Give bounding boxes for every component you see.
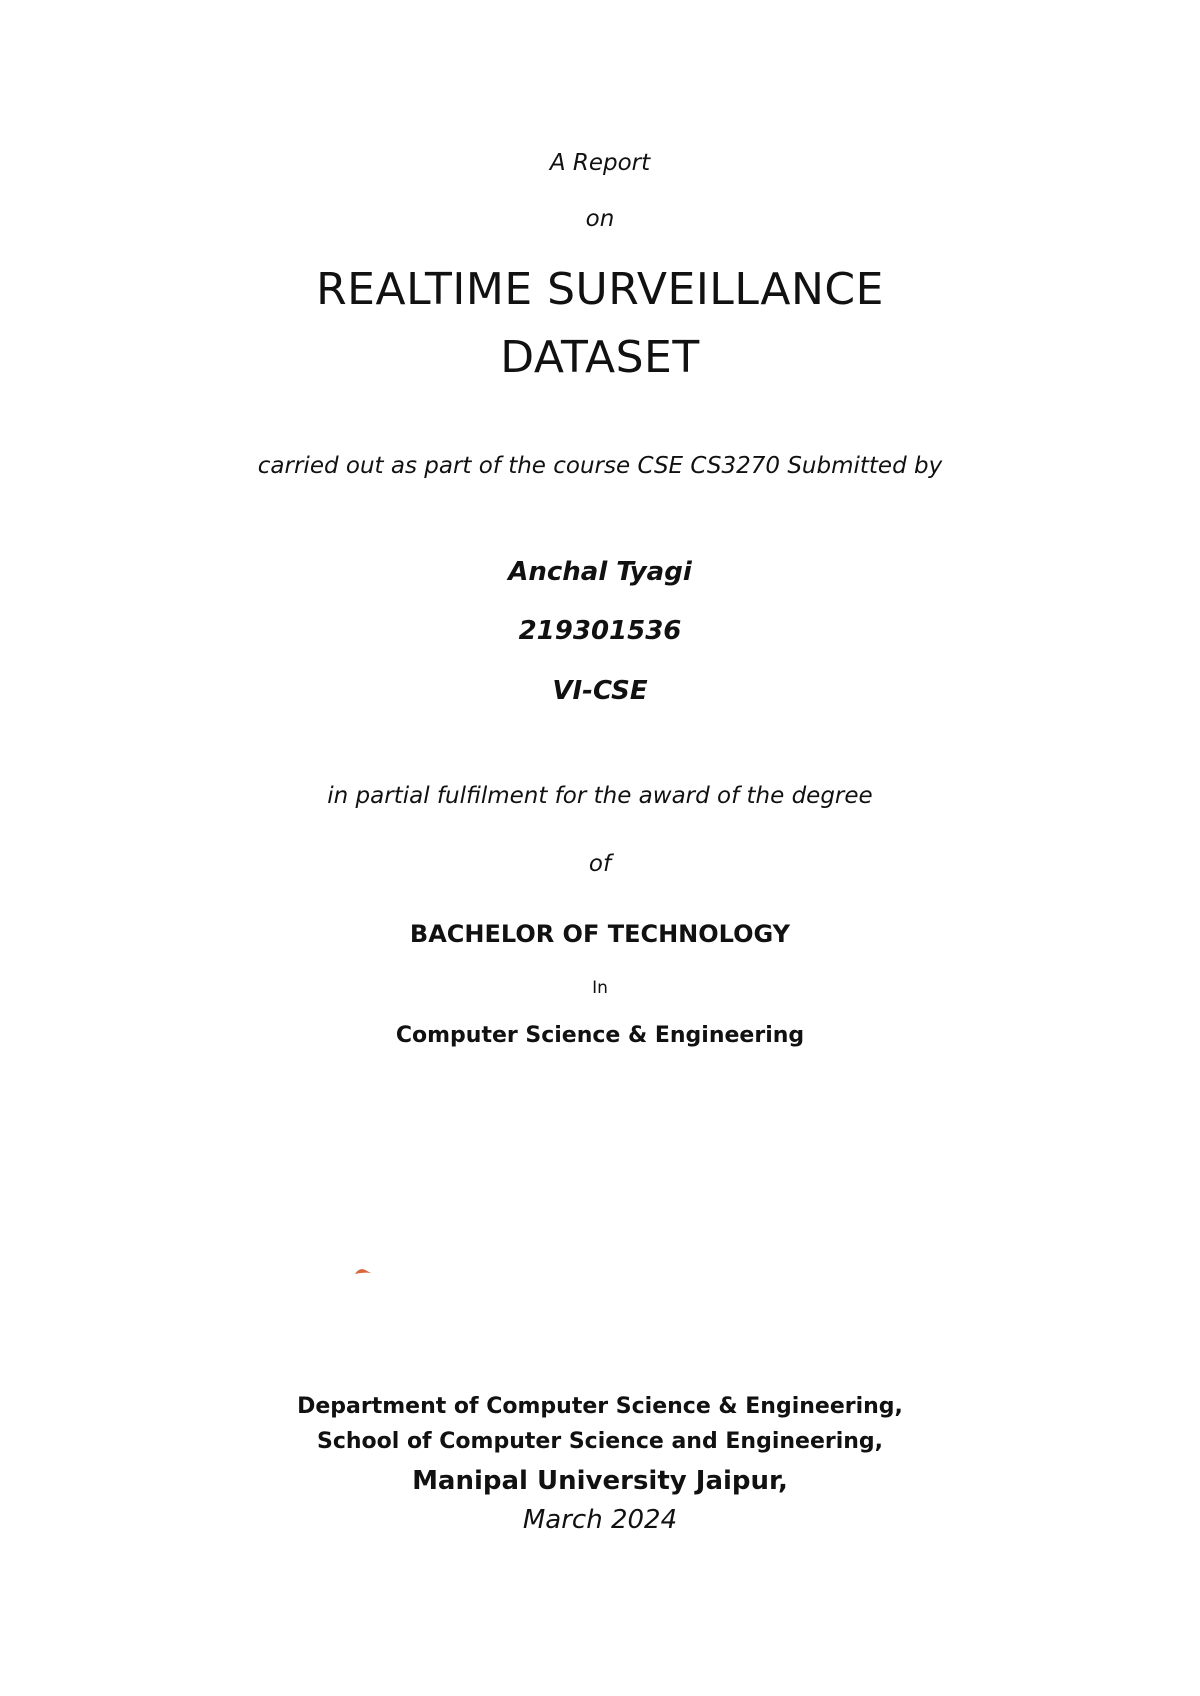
course-statement: carried out as part of the course CSE CS3270 Submitted by bbox=[257, 453, 943, 479]
student-class: VI-CSE bbox=[552, 676, 648, 706]
student-roll-number: 219301536 bbox=[518, 616, 682, 646]
branch-name: Computer Science & Engineering bbox=[395, 1023, 805, 1048]
of-label: of bbox=[588, 851, 612, 877]
in-label: In bbox=[592, 978, 608, 998]
student-name: Anchal Tyagi bbox=[508, 557, 692, 587]
degree-intro: in partial fulfilment for the award of the degree bbox=[327, 783, 873, 809]
report-label: A Report bbox=[549, 150, 651, 176]
on-label: on bbox=[585, 206, 615, 232]
submission-date: March 2024 bbox=[522, 1505, 678, 1535]
university-name: Manipal University Jaipur, bbox=[412, 1466, 788, 1496]
department-name: Department of Computer Science & Engineering, bbox=[297, 1394, 903, 1419]
report-title-line-2: DATASET bbox=[500, 332, 700, 383]
report-title-line-1: REALTIME SURVEILLANCE bbox=[316, 264, 884, 315]
decorative-mark-icon bbox=[354, 1266, 372, 1276]
degree-name: BACHELOR OF TECHNOLOGY bbox=[409, 920, 791, 948]
school-name: School of Computer Science and Engineering, bbox=[316, 1429, 884, 1454]
